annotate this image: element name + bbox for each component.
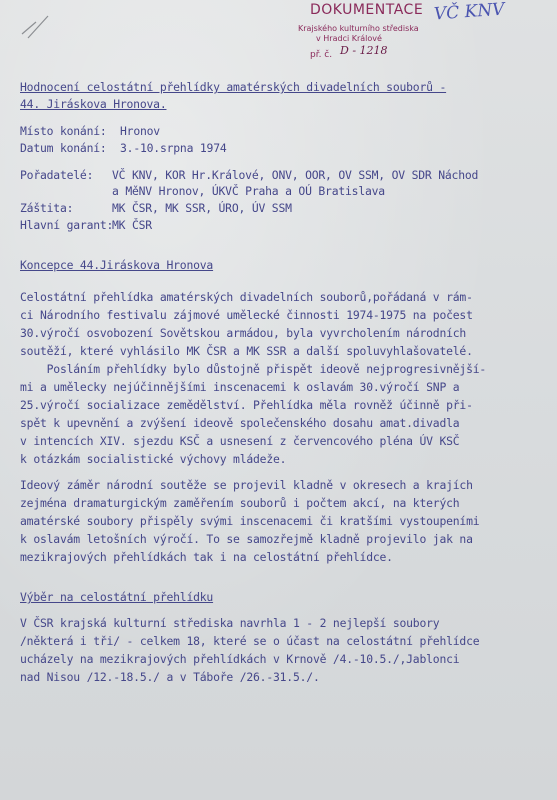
- stamp-line-1: Krajského kulturního střediska: [298, 24, 419, 33]
- organizers-value-2: a MěNV Hronov, ÚKVČ Praha a OÚ Bratislava: [112, 184, 385, 198]
- stamp-handwritten-number: D - 1218: [340, 44, 388, 57]
- title-line-2: 44. Jiráskova Hronova.: [20, 97, 167, 111]
- info-organizers: [20, 168, 478, 182]
- concept-paragraph-line: Ideový záměr národní soutěže se projevil kladně v okresech a krajích: [20, 478, 473, 492]
- info-date: [20, 141, 227, 155]
- concept-paragraph-line: zejména dramaturgickým zaměřením souborů i počtem akcí, na kterých: [20, 496, 460, 510]
- handwritten-note: VČ KNV: [433, 0, 506, 25]
- organizers-label: Pořadatelé:: [20, 168, 94, 182]
- patronage-label: Záštita:: [20, 201, 74, 215]
- concept-paragraph-line: v intencích XIV. sjezdu KSČ a usnesení z červencového pléna ÚV KSČ: [20, 434, 460, 448]
- section-heading-concept: Koncepce 44.Jiráskova Hronova: [20, 258, 214, 272]
- concept-paragraph-line: Celostátní přehlídka amatérských divadelních souborů,pořádaná v rám-: [20, 290, 473, 304]
- place-label: Místo konání:: [20, 124, 107, 138]
- date-value: 3.-10.srpna 1974: [120, 141, 227, 155]
- section-heading-selection: Výběr na celostátní přehlídku: [20, 590, 214, 604]
- guarantor-value: MK ČSR: [112, 218, 152, 232]
- date-label: Datum konání:: [20, 141, 107, 155]
- concept-paragraph-line: mezikrajových přehlídkách tak i na celostátní přehlídce.: [20, 550, 393, 564]
- concept-paragraph-line: 25.výročí socializace zemědělství. Přehlídka měla rovněž účinně při-: [20, 398, 473, 412]
- title-line-1: Hodnocení celostátní přehlídky amatérských divadelních souborů -: [20, 80, 447, 94]
- concept-paragraph-line: k otázkám socialistické výchovy mládeže.: [20, 452, 287, 466]
- info-patronage: [20, 201, 292, 215]
- concept-paragraph-line: ci Národního festivalu zájmové umělecké činnosti 1974-1975 na počest: [20, 308, 473, 322]
- organizers-value-1: VČ KNV, KOR Hr.Králové, ONV, OOR, OV SSM, OV SDR Náchod: [112, 168, 479, 182]
- guarantor-label: Hlavní garant:: [20, 218, 114, 232]
- concept-paragraph-line: amatérské soubory přispěly svými inscenacemi či kratšími vystoupeními: [20, 514, 480, 528]
- selection-paragraph-line: ucházely na mezikrajových přehlídkách v Krnově /4.-10.5./,Jablonci: [20, 652, 460, 666]
- concept-paragraph-line: 30.výročí osvobození Sovětskou armádou, byla vyvrcholením národních: [20, 326, 467, 340]
- pencil-checkmark-icon: [18, 8, 58, 48]
- selection-paragraph-line: nad Nisou /12.-18.5./ a v Táboře /26.-31.5./.: [20, 670, 320, 684]
- stamp-line-2: v Hradci Králové: [316, 34, 382, 43]
- concept-paragraph-line: Posláním přehlídky bylo důstojně přispět ideově nejprogresivnější-: [20, 362, 487, 376]
- selection-paragraph-line: V ČSR krajská kulturní střediska navrhla 1 - 2 nejlepší soubory: [20, 616, 440, 630]
- patronage-value: MK ČSR, MK SSR, ÚRO, ÚV SSM: [112, 201, 292, 215]
- info-place: [20, 124, 160, 138]
- concept-paragraph-line: spět k upevnění a zvýšení ideově společenského dosahu amat.divadla: [20, 416, 460, 430]
- stamp-title: DOKUMENTACE: [310, 2, 424, 18]
- concept-paragraph-line: soutěží, které vyhlásilo MK ČSR a MK SSR a další spoluvyhlašovatelé.: [20, 344, 473, 358]
- info-guarantor: [20, 218, 152, 232]
- selection-paragraph-line: /některá i tři/ - celkem 18, které se o účast na celostátní přehlídce: [20, 634, 480, 648]
- concept-paragraph-line: mi a umělecky nejúčinnějšími inscenacemi k oslavám 30.výročí SNP a: [20, 380, 460, 394]
- concept-paragraph-line: k oslavám letošních výročí. To se samozřejmě kladně projevilo jak na: [20, 532, 473, 546]
- place-value: Hronov: [120, 124, 160, 138]
- stamp-line-3: př. č.: [310, 50, 333, 60]
